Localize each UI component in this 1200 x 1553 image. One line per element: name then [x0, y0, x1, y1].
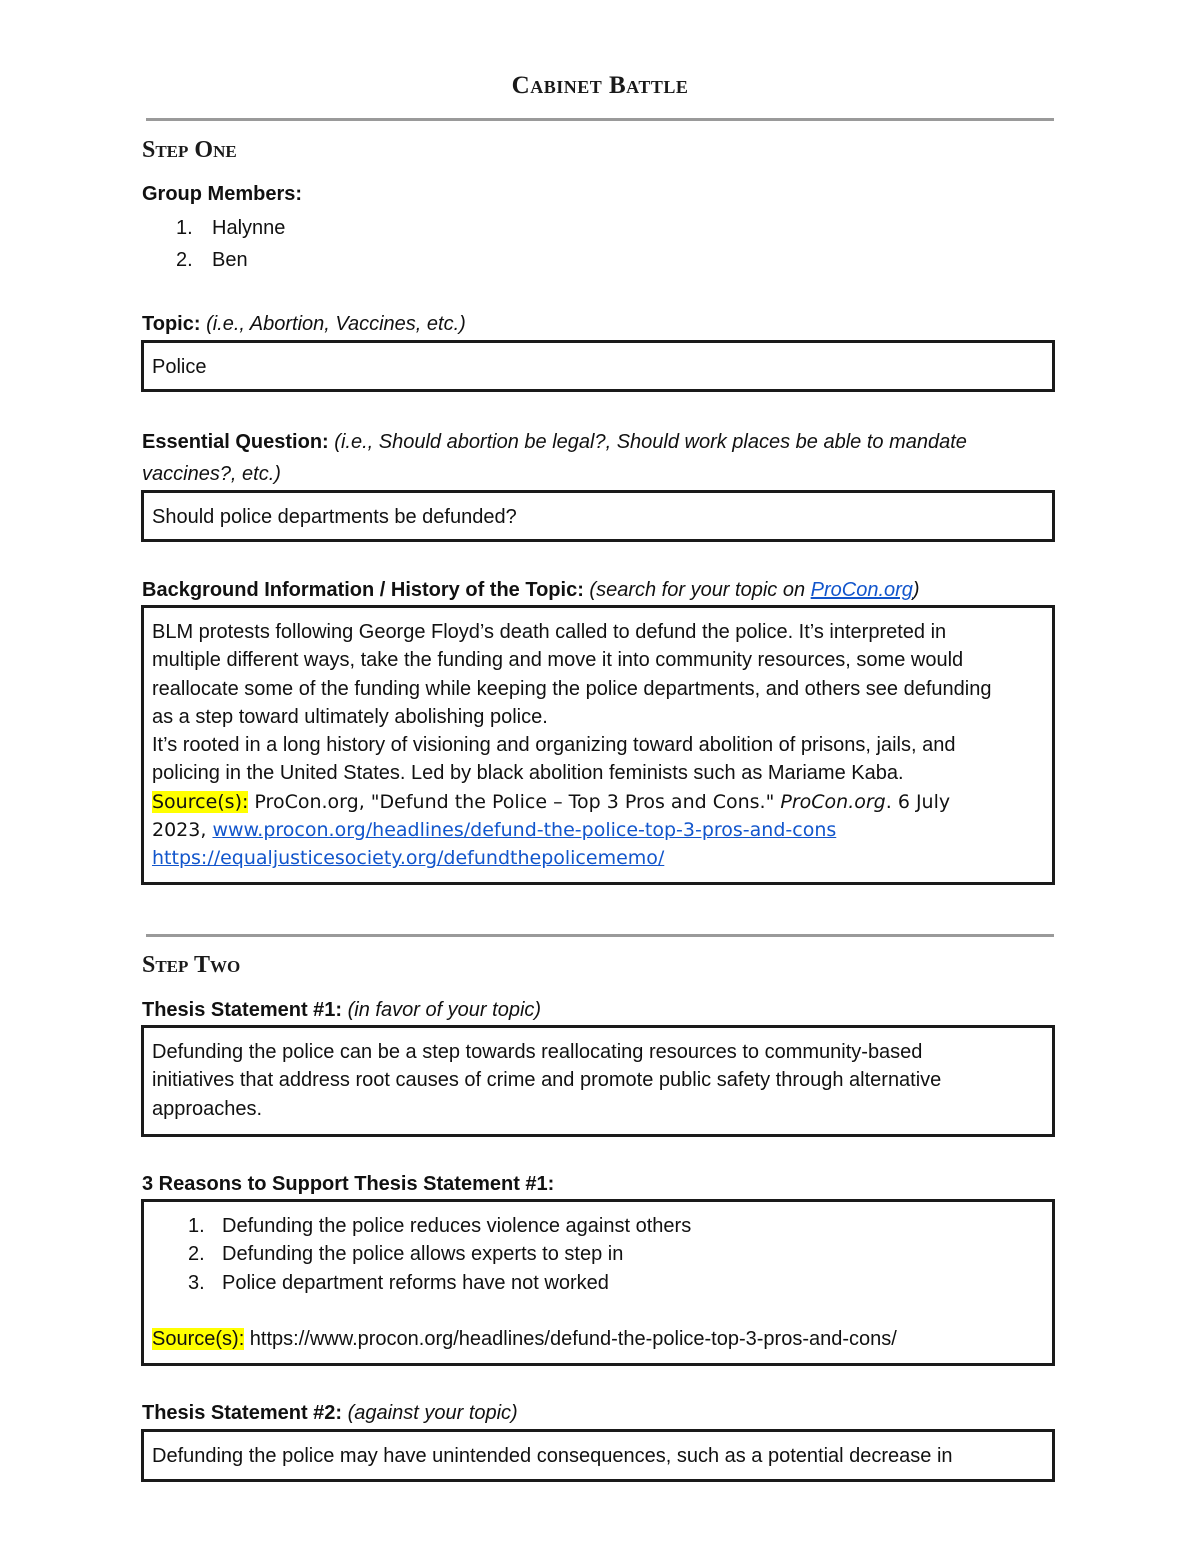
thesis1-line: approaches.	[152, 1097, 263, 1120]
thesis1-field[interactable]	[141, 1025, 1055, 1137]
thesis2-label: Thesis Statement #2: (against your topic)	[142, 1402, 518, 1424]
background-line: reallocate some of the funding while keeping the police departments, and others see defunding	[152, 677, 992, 700]
background-line: multiple different ways, take the funding and move it into community resources, some would	[152, 649, 964, 672]
reasons-source-line: Source(s): https://www.procon.org/headlines/defund-the-police-top-3-pros-and-cons/	[152, 1327, 897, 1350]
essential-question-field[interactable]	[141, 490, 1055, 542]
reasons-field[interactable]	[141, 1199, 1055, 1366]
background-line: policing in the United States. Led by black abolition feminists such as Mariame Kaba.	[152, 762, 904, 785]
divider-top	[146, 118, 1054, 121]
procon-link[interactable]: ProCon.org	[810, 579, 913, 601]
source-link-procon[interactable]: www.procon.org/headlines/defund-the-police-top-3-pros-and-cons	[212, 819, 837, 842]
step-one-heading: Step One	[142, 137, 237, 163]
topic-label: Topic: (i.e., Abortion, Vaccines, etc.)	[142, 313, 466, 335]
source-line: Source(s): ProCon.org, "Defund the Police – Top 3 Pros and Cons." ProCon.org. 6 July	[152, 790, 951, 813]
essential-question-label: Essential Question: (i.e., Should abortion be legal?, Should work places be able to mandate vaccines?, etc.)	[142, 431, 967, 485]
source-label: Source(s):	[152, 790, 249, 813]
group-members-label: Group Members:	[142, 183, 303, 205]
background-line: BLM protests following George Floyd’s death called to defund the police. It’s interpreted in	[152, 621, 947, 643]
divider-middle	[146, 934, 1054, 937]
topic-field[interactable]	[141, 340, 1055, 392]
list-item: 1. Halynne	[176, 217, 286, 239]
background-line: as a step toward ultimately abolishing police.	[152, 705, 548, 728]
step-two-heading: Step Two	[142, 952, 241, 978]
source-link-ejs[interactable]: https://equaljusticesociety.org/defundthepolicememo/	[152, 847, 665, 870]
reasons-source-label: Source(s):	[152, 1327, 245, 1350]
reasons-label: 3 Reasons to Support Thesis Statement #1:	[142, 1173, 555, 1195]
list-item: 1. Defunding the police reduces violence against others	[188, 1215, 692, 1237]
thesis2-field[interactable]	[141, 1429, 1055, 1482]
background-field[interactable]	[141, 605, 1055, 885]
essential-question-value: Should police departments be defunded?	[152, 506, 517, 528]
thesis1-label: Thesis Statement #1: (in favor of your topic)	[142, 999, 542, 1021]
thesis2-line: Defunding the police may have unintended consequences, such as a potential decrease in	[152, 1445, 953, 1467]
reasons-list	[152, 1212, 1044, 1297]
background-line: It’s rooted in a long history of visioning and organizing toward abolition of prisons, jails, and	[152, 734, 956, 757]
group-members-list	[142, 212, 285, 276]
thesis1-line: initiatives that address root causes of crime and promote public safety through alternative	[152, 1069, 942, 1092]
background-label: Background Information / History of the Topic: (search for your topic on ProCon.org)	[142, 579, 920, 601]
topic-value: Police	[152, 356, 207, 378]
source-line-2: 2023, www.procon.org/headlines/defund-the-police-top-3-pros-and-cons	[152, 819, 837, 842]
list-item: 2. Ben	[176, 249, 248, 271]
list-item: 2. Defunding the police allows experts to step in	[188, 1243, 624, 1266]
list-item: 3. Police department reforms have not worked	[188, 1271, 609, 1294]
thesis1-line: Defunding the police can be a step towards reallocating resources to community-based	[152, 1041, 923, 1063]
source-line-3	[152, 844, 1044, 872]
document-title: Cabinet Battle	[511, 72, 689, 99]
